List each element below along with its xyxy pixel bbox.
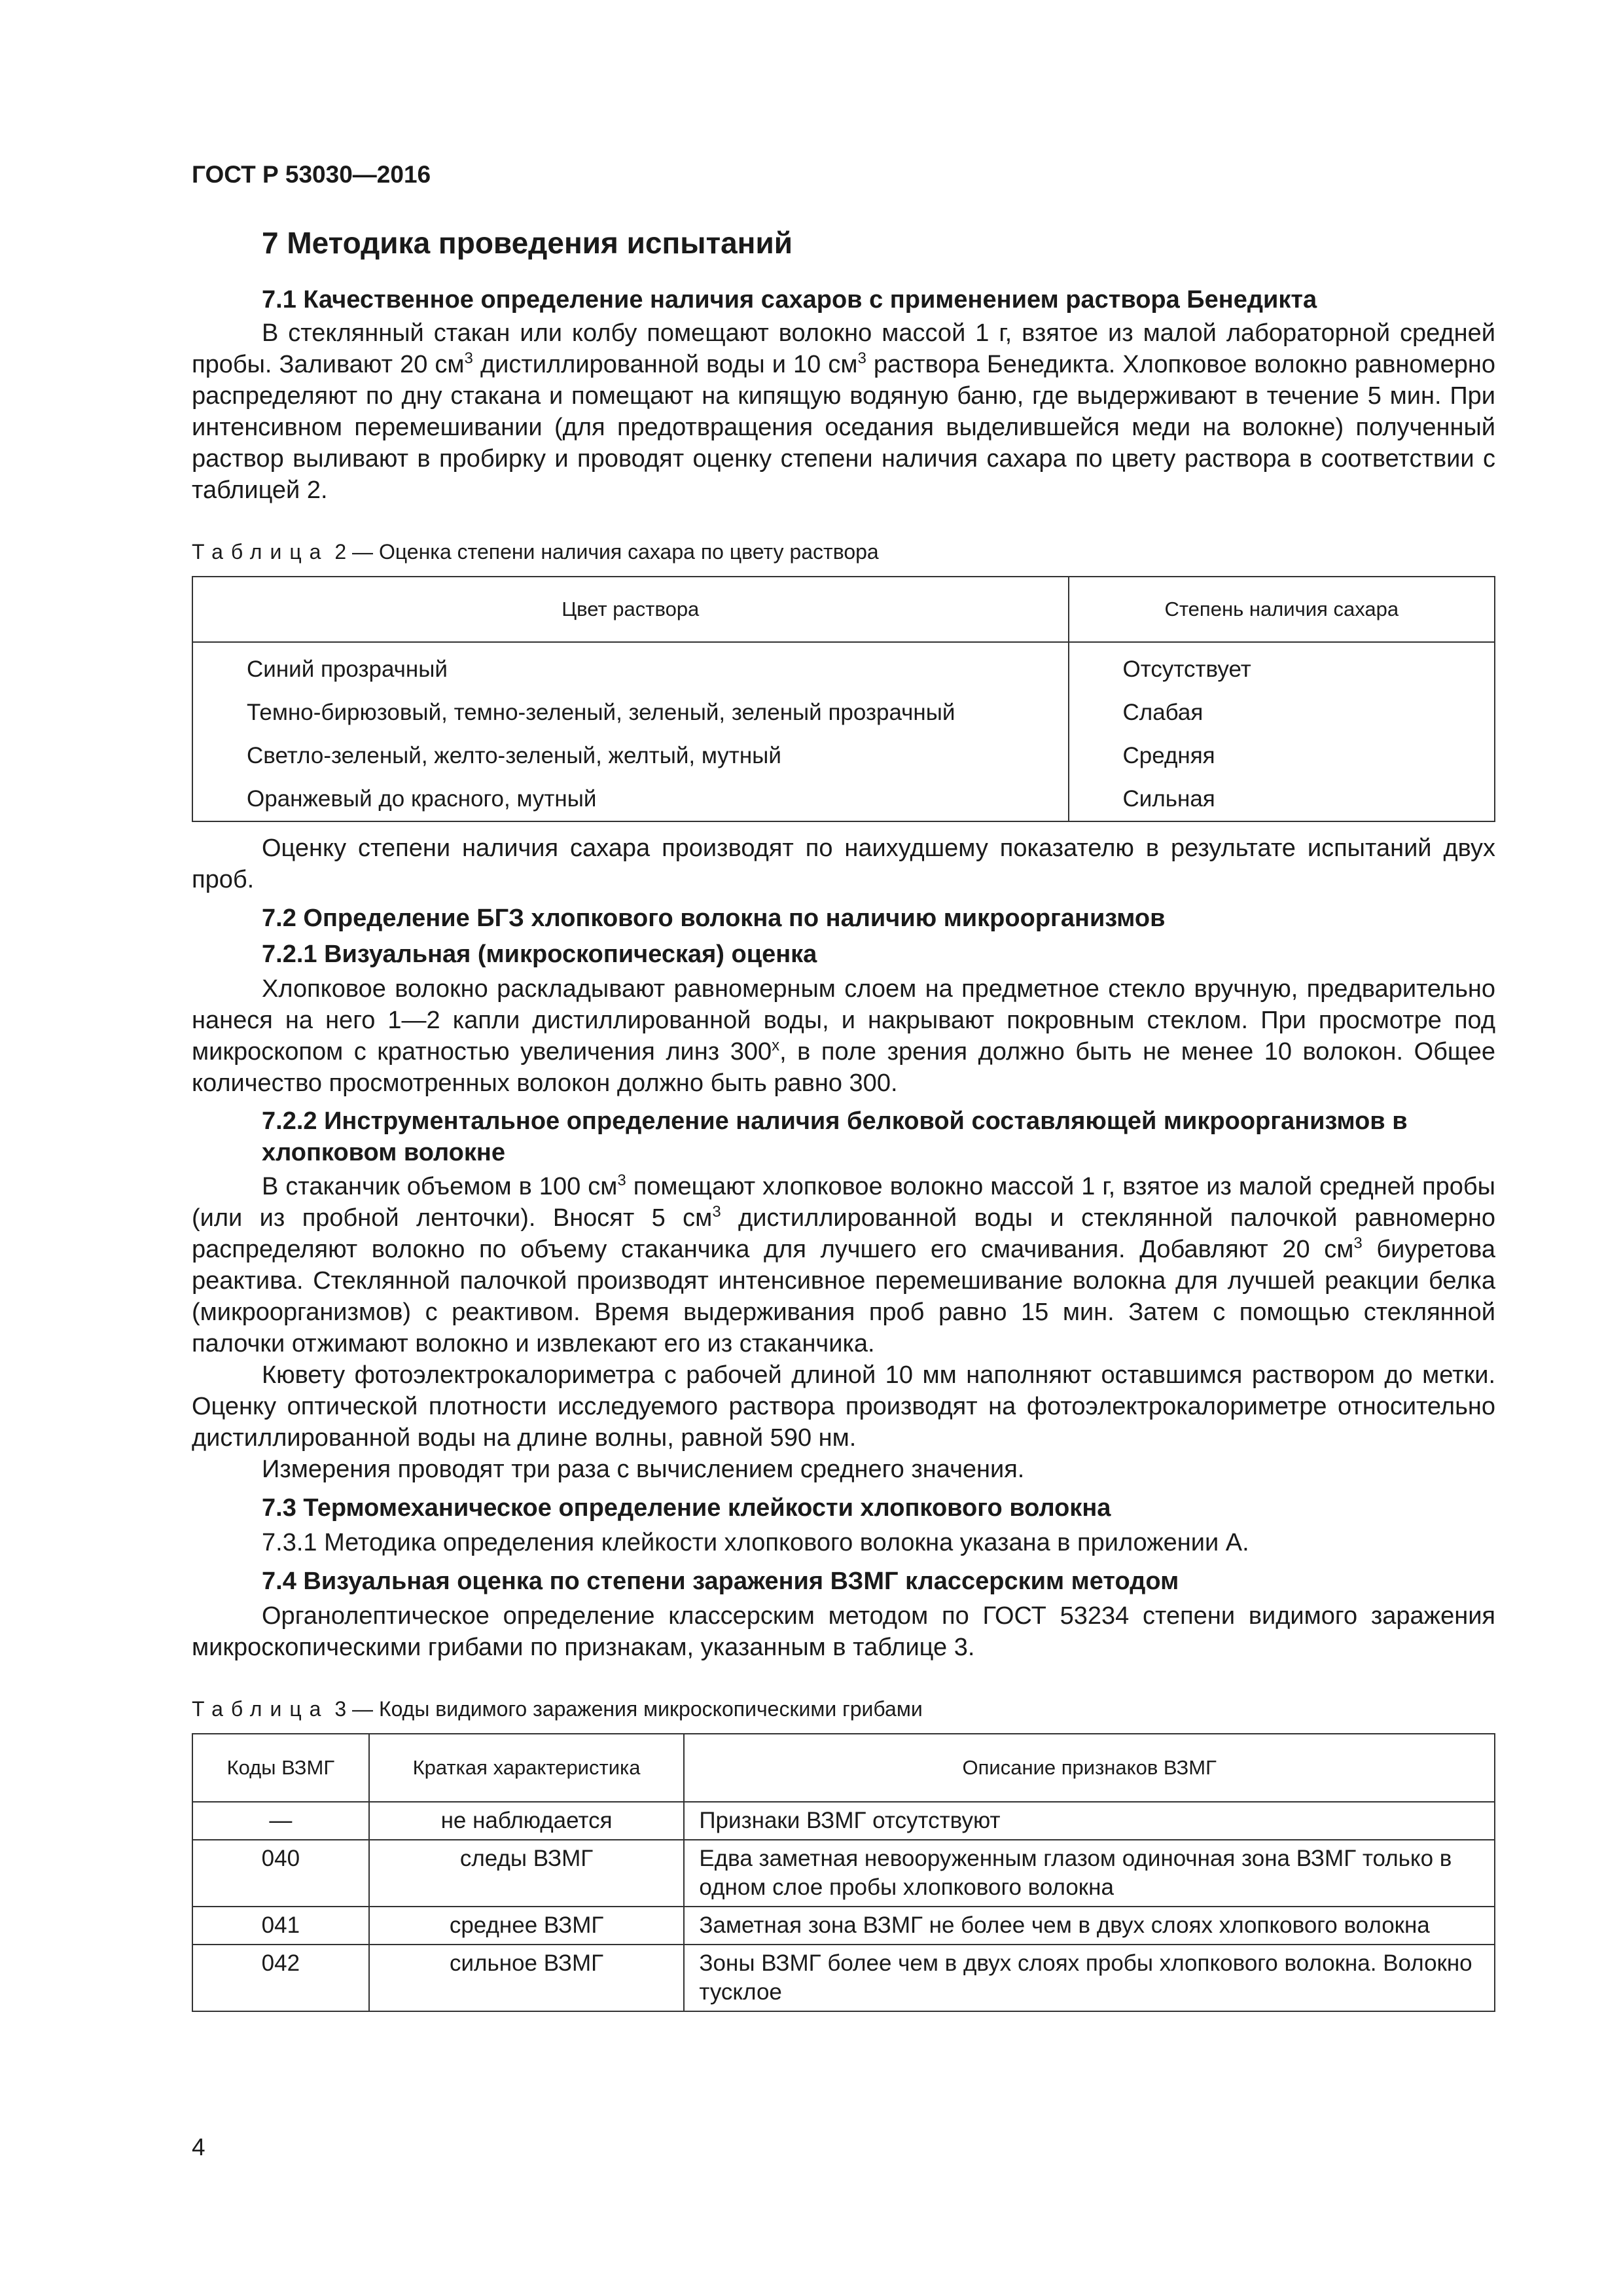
table-row (192, 1907, 1495, 1945)
table-row (192, 734, 1495, 778)
section-7-2-1-paragraph: Хлопковое волокно раскладывают равномерным слоем на предметное стекло вручную, предварительно нанеся на него 1—2 капли дистиллированной воды, и накрывают покровным стеклом. При просмотре под микроскопом с кратностью увеличения линз $300^х$, в поле зрения должно быть не менее 10 волокон. Общее количество просмотренных волокон должно быть равно 300. (192, 975, 1495, 1097)
table-cell: — (192, 1802, 369, 1840)
table-header-row (192, 1734, 1495, 1802)
table-2 (192, 576, 1495, 822)
table-row (192, 1945, 1495, 2011)
table-cell: Слабая (1069, 691, 1495, 734)
section-7-2-2-paragraph-1: В стаканчик объемом в 100 $см^3$ помещают хлопковое волокно массой 1 г, взятое из малой средней пробы (или из пробной ленточки). Вносят 5 $см^3$ дистиллированной воды и стеклянной палочкой равномерно распределяют волокно по объему стаканчика для лучшего его смачивания. Добавляют 20 $см^3$ биуретова реактива. Стеклянной палочкой производят интенсивное перемешивание волокна для лучшей реакции белка (микроорганизмов) с реактивом. Время выдерживания проб равно 15 мин. Затем с помощью стеклянной палочки отжимают волокно и извлекают его из стаканчика. (192, 1171, 1495, 1357)
table-cell: Отсутствует (1069, 642, 1495, 691)
table-2-caption: Таблица 2 — Оценка степени наличия сахара по цвету раствора (192, 540, 879, 564)
table-header-cell: Коды ВЗМГ (192, 1734, 369, 1802)
table-cell: Синий прозрачный (192, 642, 1069, 691)
table-header-cell: Степень наличия сахара (1069, 577, 1495, 642)
section-7-1-title: 7.1 Качественное определение наличия сахаров с применением раствора Бенедикта (262, 286, 1317, 314)
section-7-2-title: 7.2 Определение БГЗ хлопкового волокна по наличию микроорганизмов (262, 905, 1166, 933)
table-cell: 041 (192, 1907, 369, 1945)
table-header-cell: Краткая характеристика (369, 1734, 685, 1802)
table-cell: 042 (192, 1945, 369, 2011)
table-cell: сильное ВЗМГ (369, 1945, 685, 2011)
table-cell: Заметная зона ВЗМГ не более чем в двух слоях хлопкового волокна (684, 1907, 1495, 1945)
after-table-2-paragraph: Оценку степени наличия сахара производят по наихудшему показателю в результате испытаний двух проб. (192, 834, 1495, 894)
table-3 (192, 1733, 1495, 2012)
section-7-2-2-paragraph-3: Измерения проводят три раза с вычислением среднего значения. (262, 1455, 1025, 1483)
page-number: 4 (192, 2134, 205, 2161)
table-cell: не наблюдается (369, 1802, 685, 1840)
table-header-row (192, 577, 1495, 642)
page-content (192, 225, 1495, 2012)
section-7-title: 7 Методика проведения испытаний (262, 226, 793, 260)
table-header-cell: Цвет раствора (192, 577, 1069, 642)
table-header-cell: Описание признаков ВЗМГ (684, 1734, 1495, 1802)
section-7-3-1-paragraph: 7.3.1 Методика определения клейкости хлопкового волокна указана в приложении А. (262, 1528, 1249, 1556)
section-7-3-title: 7.3 Термомеханическое определение клейкости хлопкового волокна (262, 1494, 1111, 1522)
table-row (192, 1802, 1495, 1840)
section-7-2-2-title: 7.2.2 Инструментальное определение наличия белковой составляющей микроорганизмов в хлопковом волокне (262, 1107, 1408, 1166)
table-cell: Оранжевый до красного, мутный (192, 778, 1069, 821)
table-3-caption: Таблица 3 — Коды видимого заражения микроскопическими грибами (192, 1696, 923, 1721)
table-cell: Признаки ВЗМГ отсутствуют (684, 1802, 1495, 1840)
table-row (192, 778, 1495, 821)
section-7-2-1-title: 7.2.1 Визуальная (микроскопическая) оценка (262, 940, 817, 968)
section-7-4-paragraph: Органолептическое определение классерским методом по ГОСТ 53234 степени видимого заражения микроскопическими грибами по признакам, указанным в таблице 3. (192, 1602, 1495, 1661)
table-cell: 040 (192, 1840, 369, 1907)
table-cell: Едва заметная невооруженным глазом одиночная зона ВЗМГ только в одном слое пробы хлопкового волокна (684, 1840, 1495, 1907)
table-cell: Зоны ВЗМГ более чем в двух слоях пробы хлопкового волокна. Волокно тусклое (684, 1945, 1495, 2011)
table-cell: Сильная (1069, 778, 1495, 821)
table-row (192, 1840, 1495, 1907)
table-cell: следы ВЗМГ (369, 1840, 685, 1907)
table-cell: Светло-зеленый, желто-зеленый, желтый, мутный (192, 734, 1069, 778)
table-cell: Средняя (1069, 734, 1495, 778)
table-row (192, 691, 1495, 734)
section-7-1-paragraph: В стеклянный стакан или колбу помещают волокно массой 1 г, взятое из малой лабораторной средней пробы. Заливают 20 $см^3$ дистиллированной воды и 10 $см^3$ раствора Бенедикта. Хлопковое волокно равномерно распределяют по дну стакана и помещают на кипящую водяную баню, где выдерживают в течение 5 мин. При интенсивном перемешивании (для предотвращения оседания выделившейся меди на волокне) полученный раствор выливают в пробирку и проводят оценку степени наличия сахара по цвету раствора в соответствии с таблицей 2. (192, 319, 1495, 505)
table-cell: Темно-бирюзовый, темно-зеленый, зеленый, зеленый прозрачный (192, 691, 1069, 734)
table-cell: среднее ВЗМГ (369, 1907, 685, 1945)
document-code-header: ГОСТ Р 53030—2016 (192, 161, 431, 188)
table-row (192, 642, 1495, 691)
section-7-2-2-paragraph-2: Кювету фотоэлектрокалориметра с рабочей длиной 10 мм наполняют оставшимся раствором до метки. Оценку оптической плотности исследуемого раствора производят на фотоэлектрокалориметре относительно дистиллированной воды на длине волны, равной 590 нм. (192, 1361, 1495, 1452)
section-7-4-title: 7.4 Визуальная оценка по степени заражения ВЗМГ классерским методом (262, 1567, 1179, 1595)
